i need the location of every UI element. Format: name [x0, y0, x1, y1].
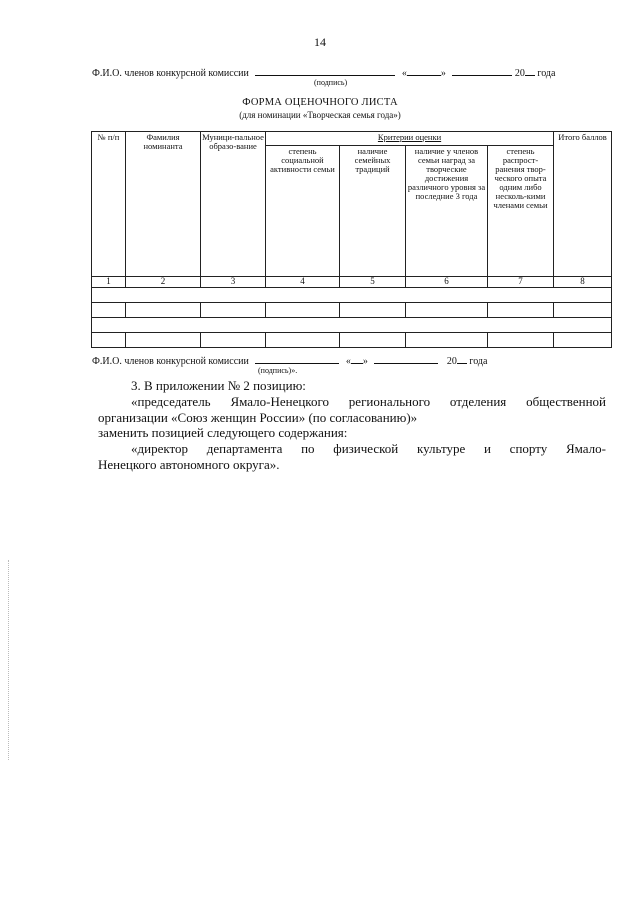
column-number: 7	[488, 277, 554, 288]
column-number: 8	[554, 277, 612, 288]
column-number: 3	[201, 277, 266, 288]
quote-1-line-2: организации «Союз женщин России» (по согласованию)»	[98, 410, 418, 425]
column-number: 5	[340, 277, 406, 288]
header-criterion-3: наличие у членов семьи наград за творческие достижения различного уровня за последние 3 года	[406, 146, 488, 277]
quote-2-line-1: «директор департамента по физической культуре и спорту Ямало-	[131, 441, 606, 456]
name-blank	[255, 354, 339, 364]
header-criterion-2: наличие семейных традиций	[340, 146, 406, 277]
month-blank	[374, 354, 438, 364]
signature-caption-top: (подпись)	[314, 78, 348, 87]
table-header-row	[92, 132, 612, 146]
column-number: 2	[126, 277, 201, 288]
signature-line-top: Ф.И.О. членов конкурсной комиссии « » 20 года	[92, 68, 556, 79]
day-blank	[351, 354, 363, 364]
header-num: № п/п	[92, 132, 126, 277]
header-total: Итого баллов	[554, 132, 612, 277]
header-name: Фамилия номинанта	[126, 132, 201, 277]
replace-with-text: заменить позицией следующего содержания:	[98, 425, 348, 440]
item-3-heading: 3. В приложении № 2 позицию:	[131, 378, 306, 393]
header-criterion-1: степень социальной активности семьи	[266, 146, 340, 277]
day-blank	[407, 66, 441, 76]
evaluation-table	[91, 131, 612, 348]
year-blank	[457, 354, 467, 364]
table-row	[92, 288, 612, 303]
scan-edge-dots	[8, 560, 10, 760]
form-title: ФОРМА ОЦЕНОЧНОГО ЛИСТА	[242, 97, 398, 108]
page-number: 14	[314, 35, 326, 49]
signature-label: Ф.И.О. членов конкурсной комиссии	[92, 68, 249, 79]
signature-line-bottom: Ф.И.О. членов конкурсной комиссии « » 20 года	[92, 356, 488, 367]
signature-caption-bottom: (подпись)».	[258, 366, 298, 375]
header-municipality: Муници-пальное образо-вание	[201, 132, 266, 277]
year-blank	[525, 66, 535, 76]
header-criteria: Критерии оценки	[266, 132, 554, 146]
signature-label: Ф.И.О. членов конкурсной комиссии	[92, 356, 249, 367]
table-row	[92, 303, 612, 318]
table-row	[92, 318, 612, 333]
table-row	[92, 333, 612, 348]
header-criterion-4: степень распрост-ранения твор-ческого опыта одним либо несколь-кими членами семьи	[488, 146, 554, 277]
name-blank	[255, 66, 395, 76]
month-blank	[452, 66, 512, 76]
form-subtitle: (для номинации «Творческая семья года»)	[239, 110, 401, 120]
column-number: 1	[92, 277, 126, 288]
column-number: 6	[406, 277, 488, 288]
column-number: 4	[266, 277, 340, 288]
quote-2-line-2: Ненецкого автономного округа».	[98, 457, 280, 472]
quote-1-line-1: «председатель Ямало-Ненецкого регионального отделения общественной	[131, 394, 606, 409]
column-number-row	[92, 277, 612, 288]
